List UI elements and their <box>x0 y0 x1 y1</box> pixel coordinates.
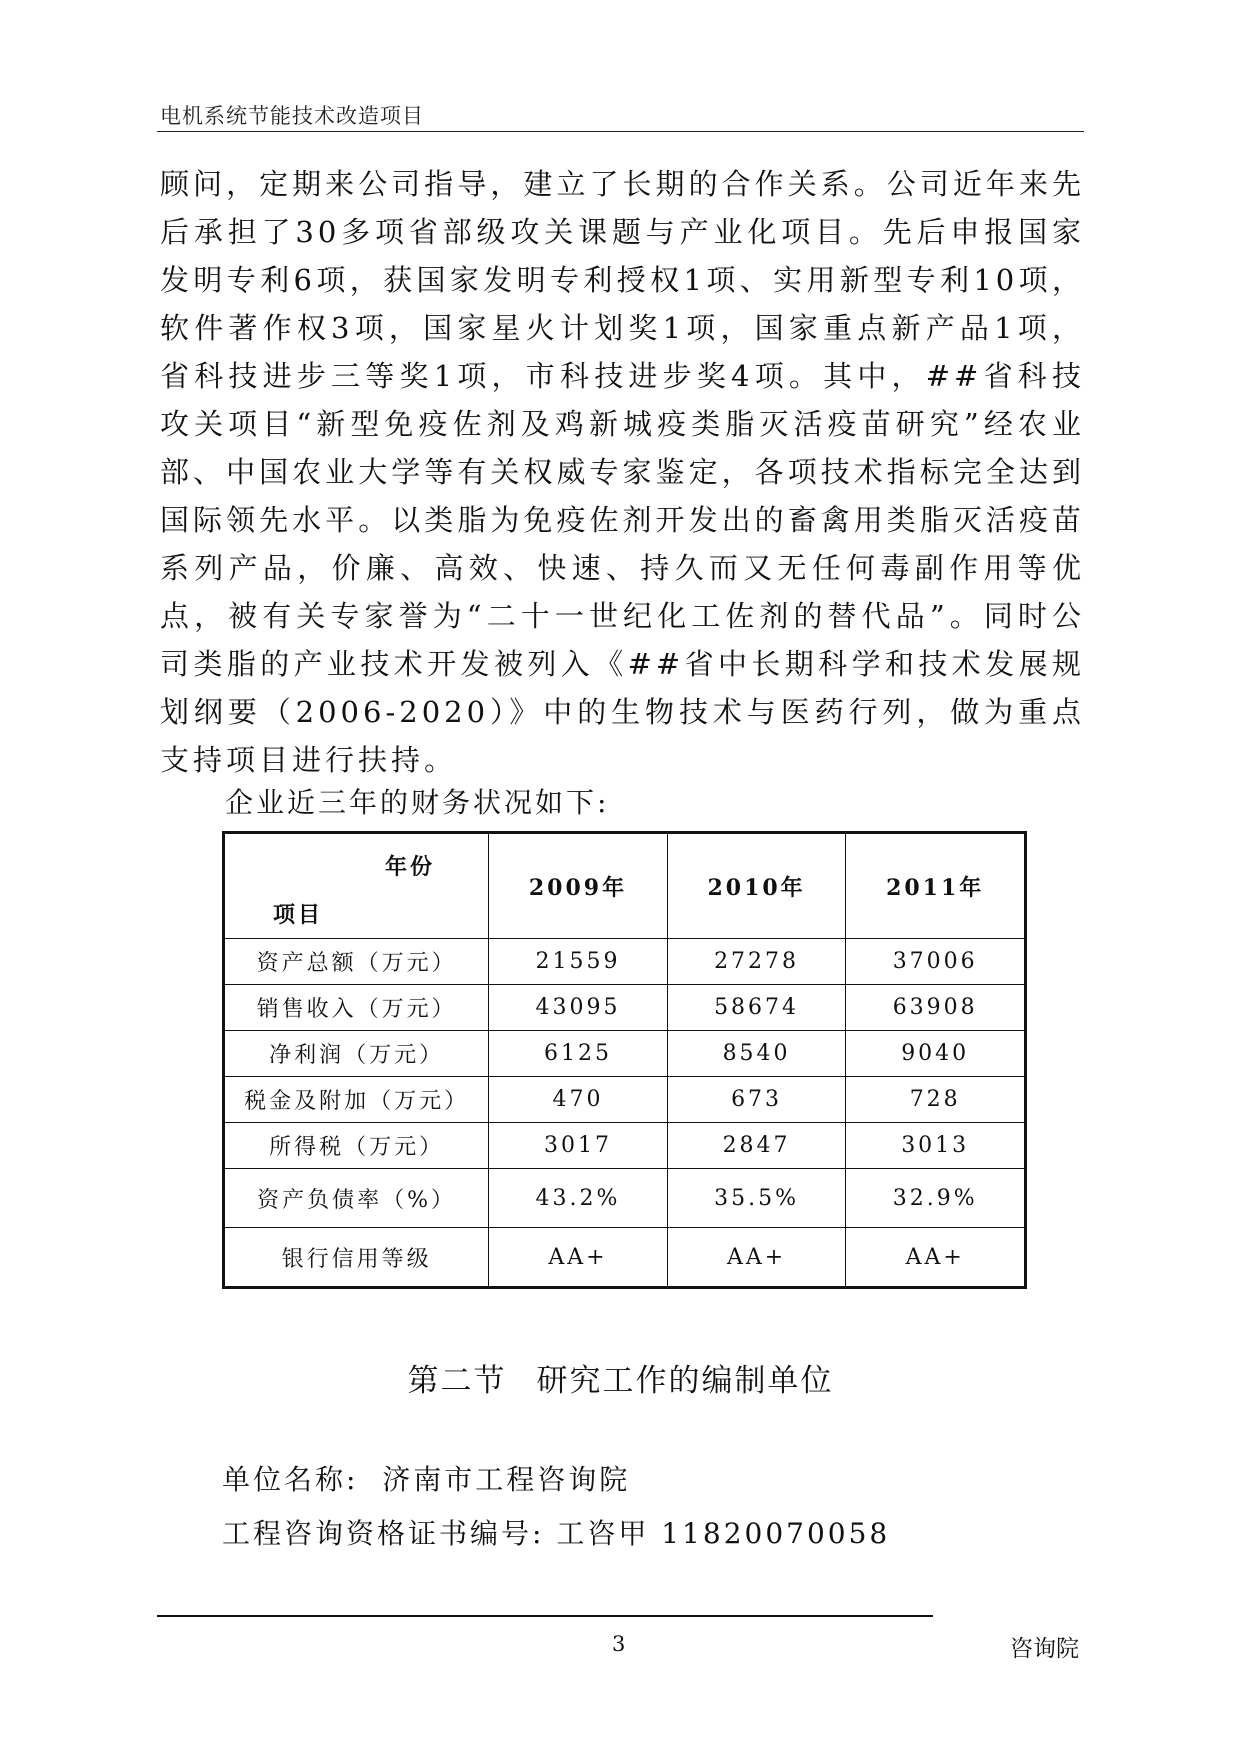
section-number: 第二节 <box>407 1363 507 1399</box>
corner-item-label: 项目 <box>273 902 324 928</box>
table-cell: 58674 <box>667 985 846 1031</box>
year-header: 2010年 <box>667 833 846 939</box>
row-label: 销售收入（万元） <box>224 985 489 1031</box>
table-row <box>224 1031 1026 1077</box>
table-cell: AA+ <box>846 1228 1026 1288</box>
table-cell: 27278 <box>667 939 846 985</box>
table-cell: 9040 <box>846 1031 1026 1077</box>
year-header: 2011年 <box>846 833 1026 939</box>
table-cell: 63908 <box>846 985 1026 1031</box>
table-cell: 37006 <box>846 939 1026 985</box>
financial-table <box>222 831 1027 1289</box>
corner-year-label: 年份 <box>385 854 436 880</box>
header-title: 电机系统节能技术改造项目 <box>160 104 424 128</box>
table-cell: 673 <box>667 1077 846 1123</box>
table-cell: 8540 <box>667 1031 846 1077</box>
footer-org: 咨询院 <box>1010 1636 1079 1662</box>
certificate-value: 工咨甲 11820070058 <box>556 1517 891 1550</box>
page-number: 3 <box>612 1632 626 1656</box>
table-row <box>224 1228 1026 1288</box>
certificate-label: 工程咨询资格证书编号: <box>222 1517 545 1550</box>
section-heading <box>0 1355 1241 1400</box>
table-cell: 470 <box>489 1077 668 1123</box>
footer-rule-mid <box>403 1615 933 1617</box>
table-row <box>224 1123 1026 1169</box>
corner-cell <box>224 833 489 939</box>
footer-rule-left <box>157 1615 403 1617</box>
table-cell: 43.2% <box>489 1169 668 1228</box>
table-cell: AA+ <box>667 1228 846 1288</box>
table-cell: AA+ <box>489 1228 668 1288</box>
table-cell: 3017 <box>489 1123 668 1169</box>
table-row <box>224 985 1026 1031</box>
row-label: 银行信用等级 <box>224 1228 489 1288</box>
year-header: 2009年 <box>489 833 668 939</box>
table-cell: 728 <box>846 1077 1026 1123</box>
table-row <box>224 1077 1026 1123</box>
table-cell: 32.9% <box>846 1169 1026 1228</box>
unit-name-value: 济南市工程咨询院 <box>382 1463 631 1496</box>
body-paragraph: 顾问，定期来公司指导，建立了长期的合作关系。公司近年来先后承担了30多项省部级攻关课题与产业化项目。先后申报国家发明专利6项，获国家发明专利授权1项、实用新型专利10项，软件著作权3项，国家星火计划奖1项，国家重点新产品1项，省科技进步三等奖1项，市科技进步奖4项。其中，##省科技攻关项目“新型免疫佐剂及鸡新城疫类脂灭活疫苗研究”经农业部、中国农业大学等有关权威专家鉴定，各项技术指标完全达到国际领先水平。以类脂为免疫佐剂开发出的畜禽用类脂灭活疫苗系列产品，价廉、高效、快速、持久而又无任何毒副作用等优点，被有关专家誉为“二十一世纪化工佐剂的替代品”。同时公司类脂的产业技术开发被列入《##省中长期科学和技术发展规划纲要（2006-2020）》中的生物技术与医药行列，做为重点支持项目进行扶持。 <box>160 167 1085 777</box>
table-caption: 企业近三年的财务状况如下: <box>225 786 610 819</box>
unit-name-label: 单位名称: <box>222 1463 359 1496</box>
certificate-line <box>222 1512 890 1552</box>
row-label: 税金及附加（万元） <box>224 1077 489 1123</box>
unit-name-line <box>222 1458 630 1498</box>
table-cell: 21559 <box>489 939 668 985</box>
section-title: 研究工作的编制单位 <box>536 1363 834 1399</box>
table-cell: 2847 <box>667 1123 846 1169</box>
row-label: 资产负债率（%） <box>224 1169 489 1228</box>
header-rule <box>157 131 1084 132</box>
table-row <box>224 1169 1026 1228</box>
row-label: 资产总额（万元） <box>224 939 489 985</box>
row-label: 所得税（万元） <box>224 1123 489 1169</box>
table-cell: 6125 <box>489 1031 668 1077</box>
table-cell: 43095 <box>489 985 668 1031</box>
table-row <box>224 939 1026 985</box>
table-header-row <box>224 833 1026 939</box>
table-cell: 3013 <box>846 1123 1026 1169</box>
row-label: 净利润（万元） <box>224 1031 489 1077</box>
table-cell: 35.5% <box>667 1169 846 1228</box>
